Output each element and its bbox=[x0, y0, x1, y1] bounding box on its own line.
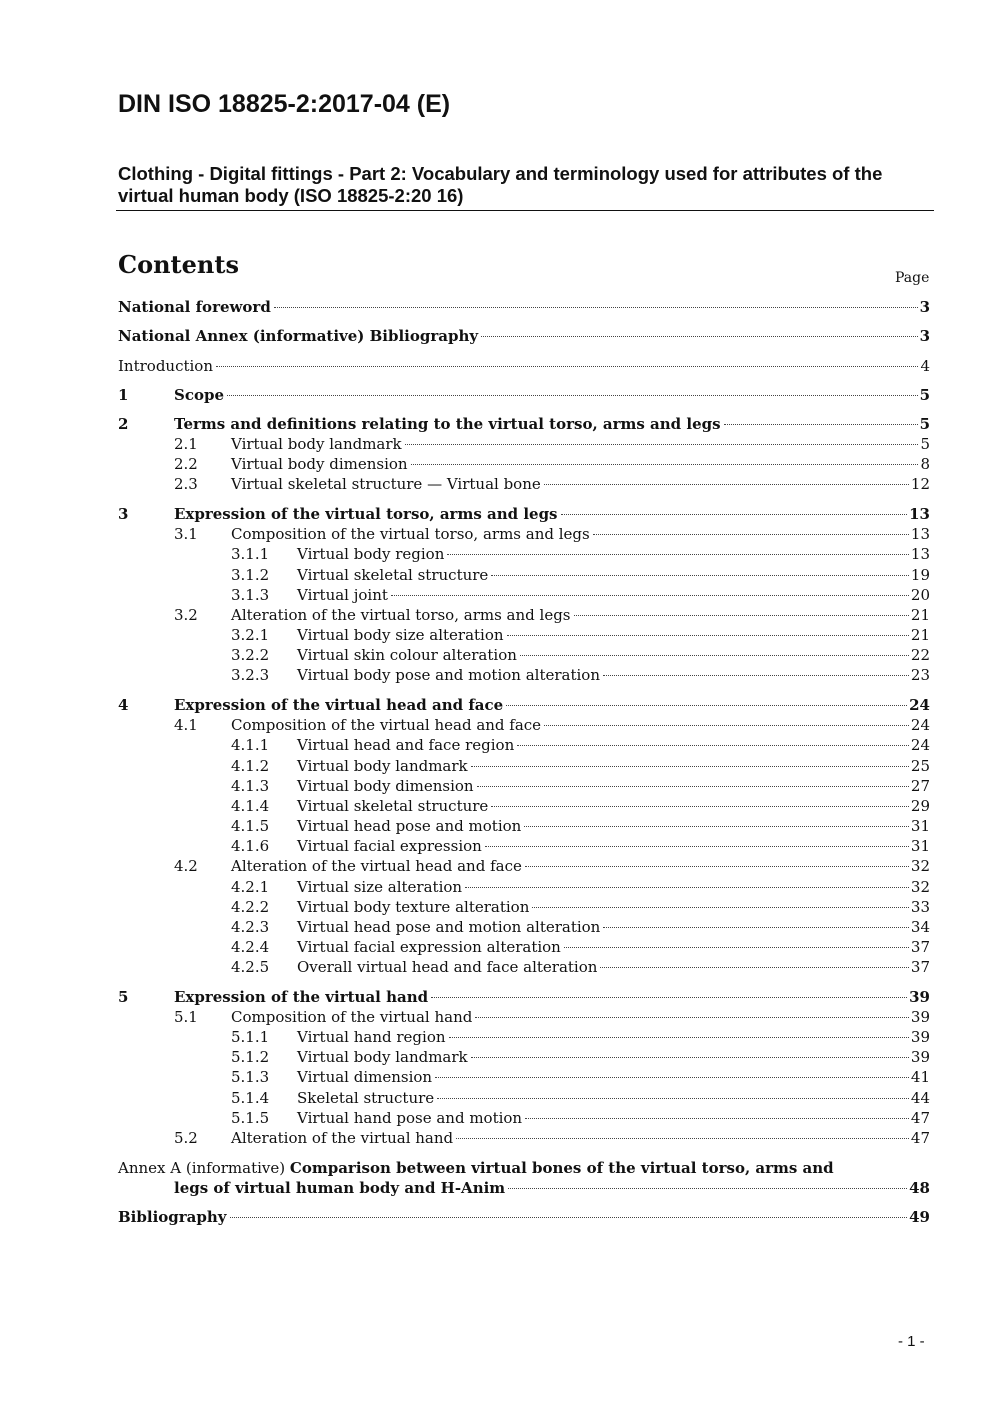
toc-leader-dots bbox=[574, 615, 909, 616]
toc-leader-dots bbox=[506, 705, 907, 706]
toc-entry-page: 41 bbox=[910, 1068, 930, 1086]
toc-entry-title: Overall virtual head and face alteration bbox=[297, 958, 598, 976]
toc-bibliography-title: Bibliography bbox=[118, 1208, 227, 1226]
toc-entry-number: 3.2.1 bbox=[231, 626, 270, 644]
toc-leader-dots bbox=[465, 887, 909, 888]
toc-entry-title: Virtual skin colour alteration bbox=[297, 646, 517, 664]
toc-entry-number: 4.2.5 bbox=[231, 958, 270, 976]
toc-entry-title: Expression of the virtual hand bbox=[174, 988, 429, 1006]
toc-entry-title: Virtual body texture alteration bbox=[297, 898, 530, 916]
toc-entry-number: 5.2 bbox=[174, 1129, 198, 1147]
toc-entry-number: 5 bbox=[118, 988, 129, 1006]
toc-annex-page: 48 bbox=[909, 1179, 930, 1197]
toc-entry-page: 3 bbox=[919, 298, 930, 316]
toc-entry-page: 13 bbox=[909, 505, 930, 523]
toc-leader-dots bbox=[475, 1017, 909, 1018]
toc-entry-number: 4.2.4 bbox=[231, 938, 270, 956]
toc-entry-title: Alteration of the virtual head and face bbox=[231, 857, 522, 875]
toc-entry-page: 39 bbox=[910, 1008, 930, 1026]
toc-entry-title: Virtual body dimension bbox=[297, 777, 474, 795]
toc-entry-number: 4.2.2 bbox=[231, 898, 270, 916]
toc-entry-page: 39 bbox=[910, 1048, 930, 1066]
toc-entry-title: Virtual dimension bbox=[297, 1068, 433, 1086]
toc-entry-title: Skeletal structure bbox=[297, 1089, 435, 1107]
toc-entry-page: 21 bbox=[910, 626, 930, 644]
toc-entry-title: Alteration of the virtual torso, arms and legs bbox=[231, 606, 571, 624]
toc-entry-page: 8 bbox=[920, 455, 930, 473]
toc-entry-page: 4 bbox=[920, 357, 930, 375]
toc-leader-dots bbox=[593, 534, 909, 535]
toc-leader-dots bbox=[603, 675, 909, 676]
toc-entry-number: 2.1 bbox=[174, 435, 198, 453]
toc-entry-title: Virtual head and face region bbox=[297, 736, 515, 754]
toc-leader-dots bbox=[437, 1098, 909, 1099]
toc-entry-number: 2 bbox=[118, 415, 129, 433]
toc-leader-dots bbox=[485, 846, 909, 847]
toc-bibliography-page: 49 bbox=[909, 1208, 930, 1226]
toc-entry-number: 4.1.5 bbox=[231, 817, 270, 835]
toc-entry-title: Virtual skeletal structure bbox=[297, 566, 489, 584]
toc-entry-page: 19 bbox=[910, 566, 930, 584]
toc-entry-title: Terms and definitions relating to the virtual torso, arms and legs bbox=[174, 415, 721, 433]
toc-entry-page: 5 bbox=[919, 386, 930, 404]
toc-entry-number: 4.2.3 bbox=[231, 918, 270, 936]
toc-entry-page: 12 bbox=[910, 475, 930, 493]
toc-entry-number: 5.1.3 bbox=[231, 1068, 270, 1086]
toc-entry-number: 3.2.3 bbox=[231, 666, 270, 684]
toc-entry-page: 25 bbox=[910, 757, 930, 775]
toc-leader-dots bbox=[230, 1217, 908, 1218]
toc-entry-page: 29 bbox=[910, 797, 930, 815]
toc-entry-title: Virtual body region bbox=[297, 545, 445, 563]
toc-leader-dots bbox=[411, 464, 918, 465]
toc-entry-number: 1 bbox=[118, 386, 129, 404]
toc-entry-number: 4.1.1 bbox=[231, 736, 270, 754]
toc-entry-title: Virtual skeletal structure bbox=[297, 797, 489, 815]
toc-entry-title: Expression of the virtual head and face bbox=[174, 696, 504, 714]
toc-entry-page: 39 bbox=[910, 1028, 930, 1046]
toc-entry-number: 3.1 bbox=[174, 525, 198, 543]
toc-entry-number: 3.1.3 bbox=[231, 586, 270, 604]
toc-entry-page: 22 bbox=[910, 646, 930, 664]
toc-entry-title: Virtual body dimension bbox=[231, 455, 408, 473]
toc-entry-page: 13 bbox=[910, 545, 930, 563]
toc-entry-page: 23 bbox=[910, 666, 930, 684]
toc-entry-page: 33 bbox=[910, 898, 930, 916]
toc-entry-number: 2.2 bbox=[174, 455, 198, 473]
toc-leader-dots bbox=[525, 1118, 909, 1119]
toc-entry-page: 24 bbox=[910, 736, 930, 754]
toc-entry-page: 5 bbox=[919, 415, 930, 433]
toc-leader-dots bbox=[435, 1077, 909, 1078]
toc-leader-dots bbox=[507, 635, 909, 636]
toc-leader-dots bbox=[391, 595, 909, 596]
toc-leader-dots bbox=[481, 336, 917, 337]
toc-entry-page: 31 bbox=[910, 817, 930, 835]
toc-leader-dots bbox=[532, 907, 909, 908]
toc-leader-dots bbox=[525, 866, 909, 867]
toc-leader-dots bbox=[600, 967, 909, 968]
toc-entry-number: 5.1.2 bbox=[231, 1048, 270, 1066]
toc-entry-title: Virtual hand region bbox=[297, 1028, 446, 1046]
toc-entry-number: 4.2 bbox=[174, 857, 198, 875]
toc-annex-title-line1: Comparison between virtual bones of the virtual torso, arms and bbox=[289, 1159, 834, 1177]
toc-leader-dots bbox=[520, 655, 909, 656]
toc-leader-dots bbox=[274, 307, 918, 308]
toc-entry-title: Virtual size alteration bbox=[297, 878, 463, 896]
toc-entry-title: Virtual body landmark bbox=[297, 1048, 468, 1066]
toc-annex-line1[interactable] bbox=[118, 1158, 834, 1178]
toc-entry-title: Expression of the virtual torso, arms and legs bbox=[174, 505, 558, 523]
toc-entry-number: 4.1 bbox=[174, 716, 198, 734]
toc-entry-title: Virtual joint bbox=[297, 586, 388, 604]
toc-entry-page: 47 bbox=[910, 1109, 930, 1127]
toc-entry-number: 4.1.6 bbox=[231, 837, 270, 855]
toc-entry-number: 3.1.2 bbox=[231, 566, 270, 584]
toc-entry-page: 44 bbox=[910, 1089, 930, 1107]
toc-entry-title: Virtual body landmark bbox=[231, 435, 402, 453]
toc-entry-title: Virtual body pose and motion alteration bbox=[297, 666, 600, 684]
toc-entry-number: 3 bbox=[118, 505, 129, 523]
toc-leader-dots bbox=[491, 806, 909, 807]
toc-entry-title: Virtual facial expression alteration bbox=[297, 938, 561, 956]
toc-entry-page: 37 bbox=[910, 938, 930, 956]
toc-entry-page: 20 bbox=[910, 586, 930, 604]
toc-entry-page: 5 bbox=[920, 435, 930, 453]
toc-leader-dots bbox=[471, 766, 909, 767]
toc-entry-page: 21 bbox=[910, 606, 930, 624]
document-id: DIN ISO 18825-2:2017-04 (E) bbox=[118, 90, 451, 118]
toc-leader-dots bbox=[603, 927, 909, 928]
toc-entry-title: Virtual facial expression bbox=[297, 837, 482, 855]
toc-entry-number: 5.1 bbox=[174, 1008, 198, 1026]
page-column-label: Page bbox=[895, 270, 930, 286]
toc-entry-title: Virtual body landmark bbox=[297, 757, 468, 775]
toc-leader-dots bbox=[544, 725, 909, 726]
toc-entry-number: 4.1.3 bbox=[231, 777, 270, 795]
toc-entry-title: Virtual body size alteration bbox=[297, 626, 504, 644]
toc-leader-dots bbox=[491, 575, 909, 576]
toc-entry-title: Scope bbox=[174, 386, 225, 404]
toc-leader-dots bbox=[477, 786, 909, 787]
toc-entry-number: 5.1.4 bbox=[231, 1089, 270, 1107]
toc-entry-page: 32 bbox=[910, 878, 930, 896]
toc-annex-title-line2: legs of virtual human body and H-Anim bbox=[174, 1179, 506, 1197]
page-number: - 1 - bbox=[898, 1333, 925, 1350]
toc-leader-dots bbox=[216, 366, 918, 367]
toc-leader-dots bbox=[447, 554, 909, 555]
toc-leader-dots bbox=[227, 395, 918, 396]
toc-leader-dots bbox=[508, 1188, 907, 1189]
toc-annex-prefix: Annex A (informative) bbox=[118, 1159, 286, 1177]
toc-entry-number: 3.2.2 bbox=[231, 646, 270, 664]
toc-entry-title: Composition of the virtual torso, arms and legs bbox=[231, 525, 590, 543]
toc-leader-dots bbox=[471, 1057, 909, 1058]
toc-leader-dots bbox=[561, 514, 908, 515]
toc-leader-dots bbox=[456, 1138, 909, 1139]
toc-leader-dots bbox=[431, 997, 907, 998]
toc-entry-page: 31 bbox=[910, 837, 930, 855]
toc-entry-number: 4.1.2 bbox=[231, 757, 270, 775]
toc-entry-title: Virtual head pose and motion alteration bbox=[297, 918, 601, 936]
toc-entry-page: 24 bbox=[910, 716, 930, 734]
toc-entry-page: 27 bbox=[910, 777, 930, 795]
toc-entry-page: 37 bbox=[910, 958, 930, 976]
toc-entry-title: Alteration of the virtual hand bbox=[231, 1129, 454, 1147]
toc-entry-title: Composition of the virtual hand bbox=[231, 1008, 473, 1026]
toc-entry-page: 34 bbox=[910, 918, 930, 936]
toc-entry-title: National Annex (informative) Bibliography bbox=[118, 327, 479, 345]
toc-entry-page: 47 bbox=[910, 1129, 930, 1147]
contents-heading: Contents bbox=[118, 250, 239, 279]
toc-leader-dots bbox=[517, 745, 909, 746]
toc-entry-number: 5.1.1 bbox=[231, 1028, 270, 1046]
toc-entry-page: 39 bbox=[909, 988, 930, 1006]
toc-entry-title: Virtual hand pose and motion bbox=[297, 1109, 523, 1127]
document-title: Clothing - Digital fittings - Part 2: Vocabulary and terminology used for attributes of the virtual human body (ISO 18825-2:20 16) bbox=[118, 163, 883, 206]
toc-leader-dots bbox=[524, 826, 909, 827]
title-divider bbox=[116, 210, 934, 211]
toc-leader-dots bbox=[449, 1037, 909, 1038]
toc-entry-number: 4.1.4 bbox=[231, 797, 270, 815]
toc-entry-number: 2.3 bbox=[174, 475, 198, 493]
toc-entry-title: Virtual skeletal structure — Virtual bone bbox=[231, 475, 541, 493]
toc-entry-page: 32 bbox=[910, 857, 930, 875]
toc-entry-page: 13 bbox=[910, 525, 930, 543]
toc-leader-dots bbox=[405, 444, 918, 445]
toc-entry-number: 4 bbox=[118, 696, 129, 714]
toc-entry-number: 4.2.1 bbox=[231, 878, 270, 896]
toc-entry-number: 3.2 bbox=[174, 606, 198, 624]
toc-entry-title: National foreword bbox=[118, 298, 271, 316]
toc-entry-number: 5.1.5 bbox=[231, 1109, 270, 1127]
toc-leader-dots bbox=[544, 484, 909, 485]
toc-entry-number: 3.1.1 bbox=[231, 545, 270, 563]
toc-entry-title: Virtual head pose and motion bbox=[297, 817, 522, 835]
toc-entry-title: Composition of the virtual head and face bbox=[231, 716, 542, 734]
toc-entry-title: Introduction bbox=[118, 357, 213, 375]
toc-leader-dots bbox=[564, 947, 909, 948]
toc-entry-page: 24 bbox=[909, 696, 930, 714]
toc-entry-page: 3 bbox=[919, 327, 930, 345]
toc-leader-dots bbox=[724, 424, 918, 425]
